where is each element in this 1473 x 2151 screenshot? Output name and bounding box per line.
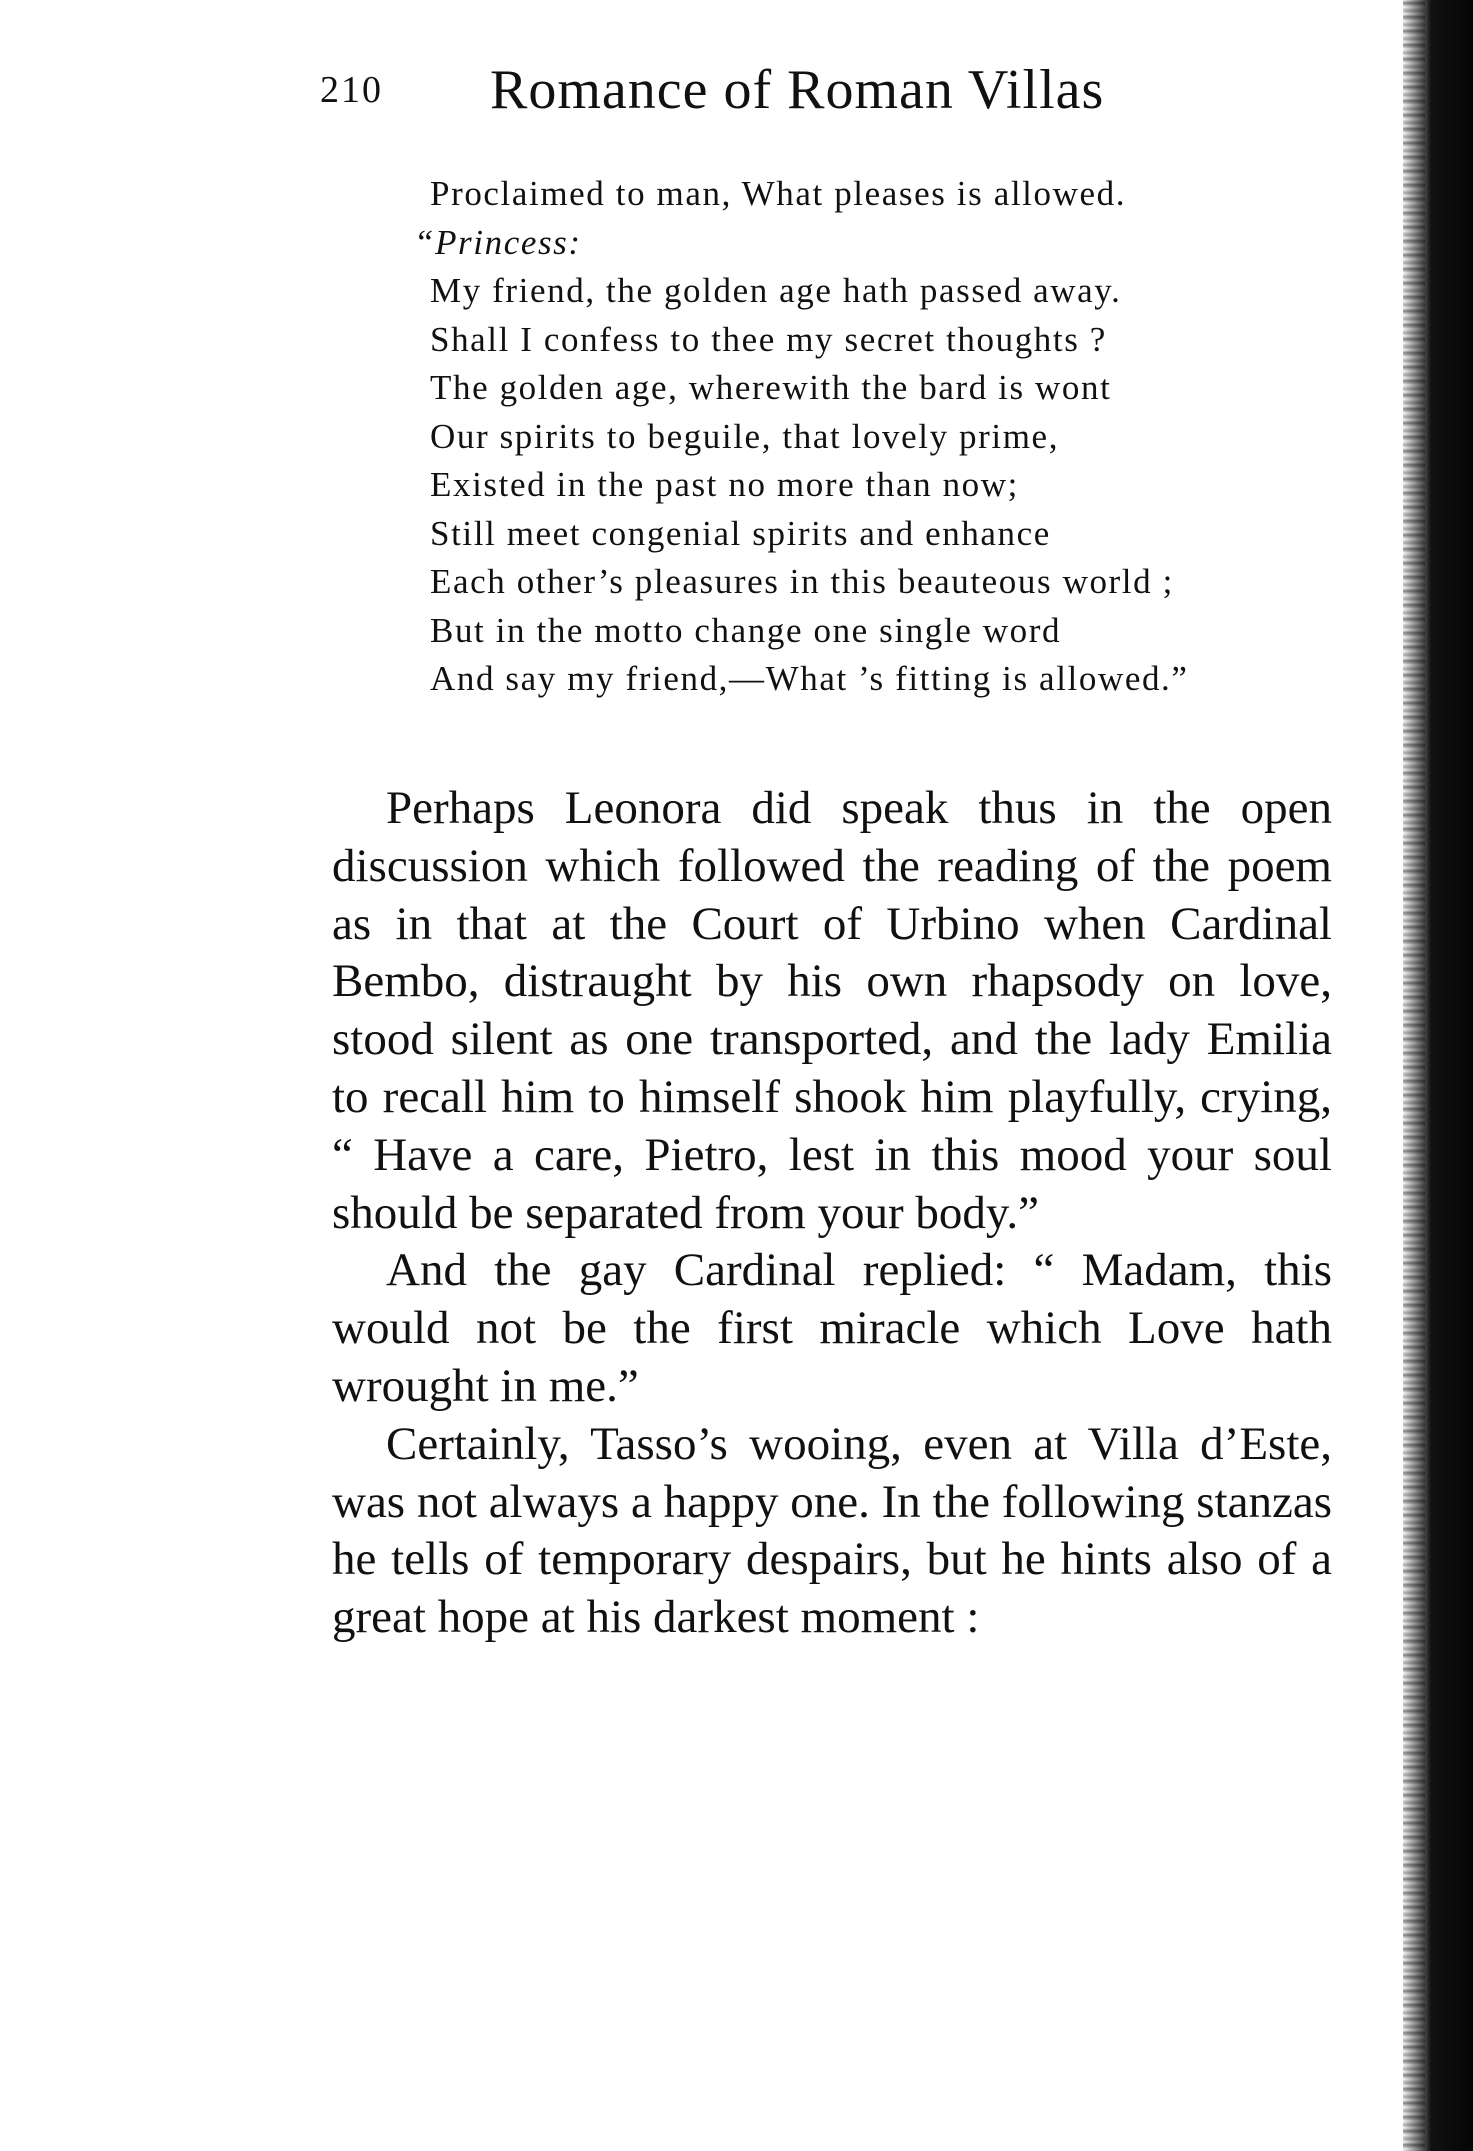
page-header [320, 58, 1320, 128]
verse-line: And say my friend,—What ’s fitting is allowed.” [430, 659, 1189, 698]
verse-block [414, 170, 1310, 704]
verse-line: Each other’s pleasures in this beauteous world ; [430, 562, 1174, 601]
verse-line: My friend, the golden age hath passed away. [430, 271, 1122, 310]
paragraph: Perhaps Leonora did speak thus in the open discussion which followed the reading of the poem as in that at the Court of Urbino when Cardinal Bembo, distraught by his own rhapsody on love, stood silent as one transported, and the lady Emilia to recall him to himself shook him playfully, crying, “ Have a care, Pietro, lest in this mood your soul should be separated from your body.” [332, 782, 1332, 1239]
paragraph: And the gay Cardinal replied: “ Madam, this would not be the first miracle which Love hath wrought in me.” [332, 1244, 1332, 1412]
page-number: 210 [320, 69, 383, 111]
verse-line: But in the motto change one single word [430, 610, 1062, 650]
page-edge-texture [1403, 0, 1425, 2151]
verse-line: The golden age, wherewith the bard is wont [430, 368, 1112, 407]
verse-line: Proclaimed to man, What pleases is allowed. [430, 174, 1127, 213]
running-title: Romance of Roman Villas [490, 59, 1105, 121]
verse-line: Existed in the past no more than now; [430, 465, 1019, 504]
verse-line: Shall I confess to thee my secret thoughts ? [430, 319, 1107, 359]
verse-line: Still meet congenial spirits and enhance [430, 513, 1051, 553]
verse-speaker: “Princess: [414, 222, 582, 262]
verse-line: Our spirits to beguile, that lovely prime, [430, 416, 1060, 456]
prose-block [332, 780, 1332, 1647]
paragraph: Certainly, Tasso’s wooing, even at Villa d’Este, was not always a happy one. In the following stanzas he tells of temporary despairs, but he hints also of a great hope at his darkest moment : [332, 1417, 1332, 1644]
